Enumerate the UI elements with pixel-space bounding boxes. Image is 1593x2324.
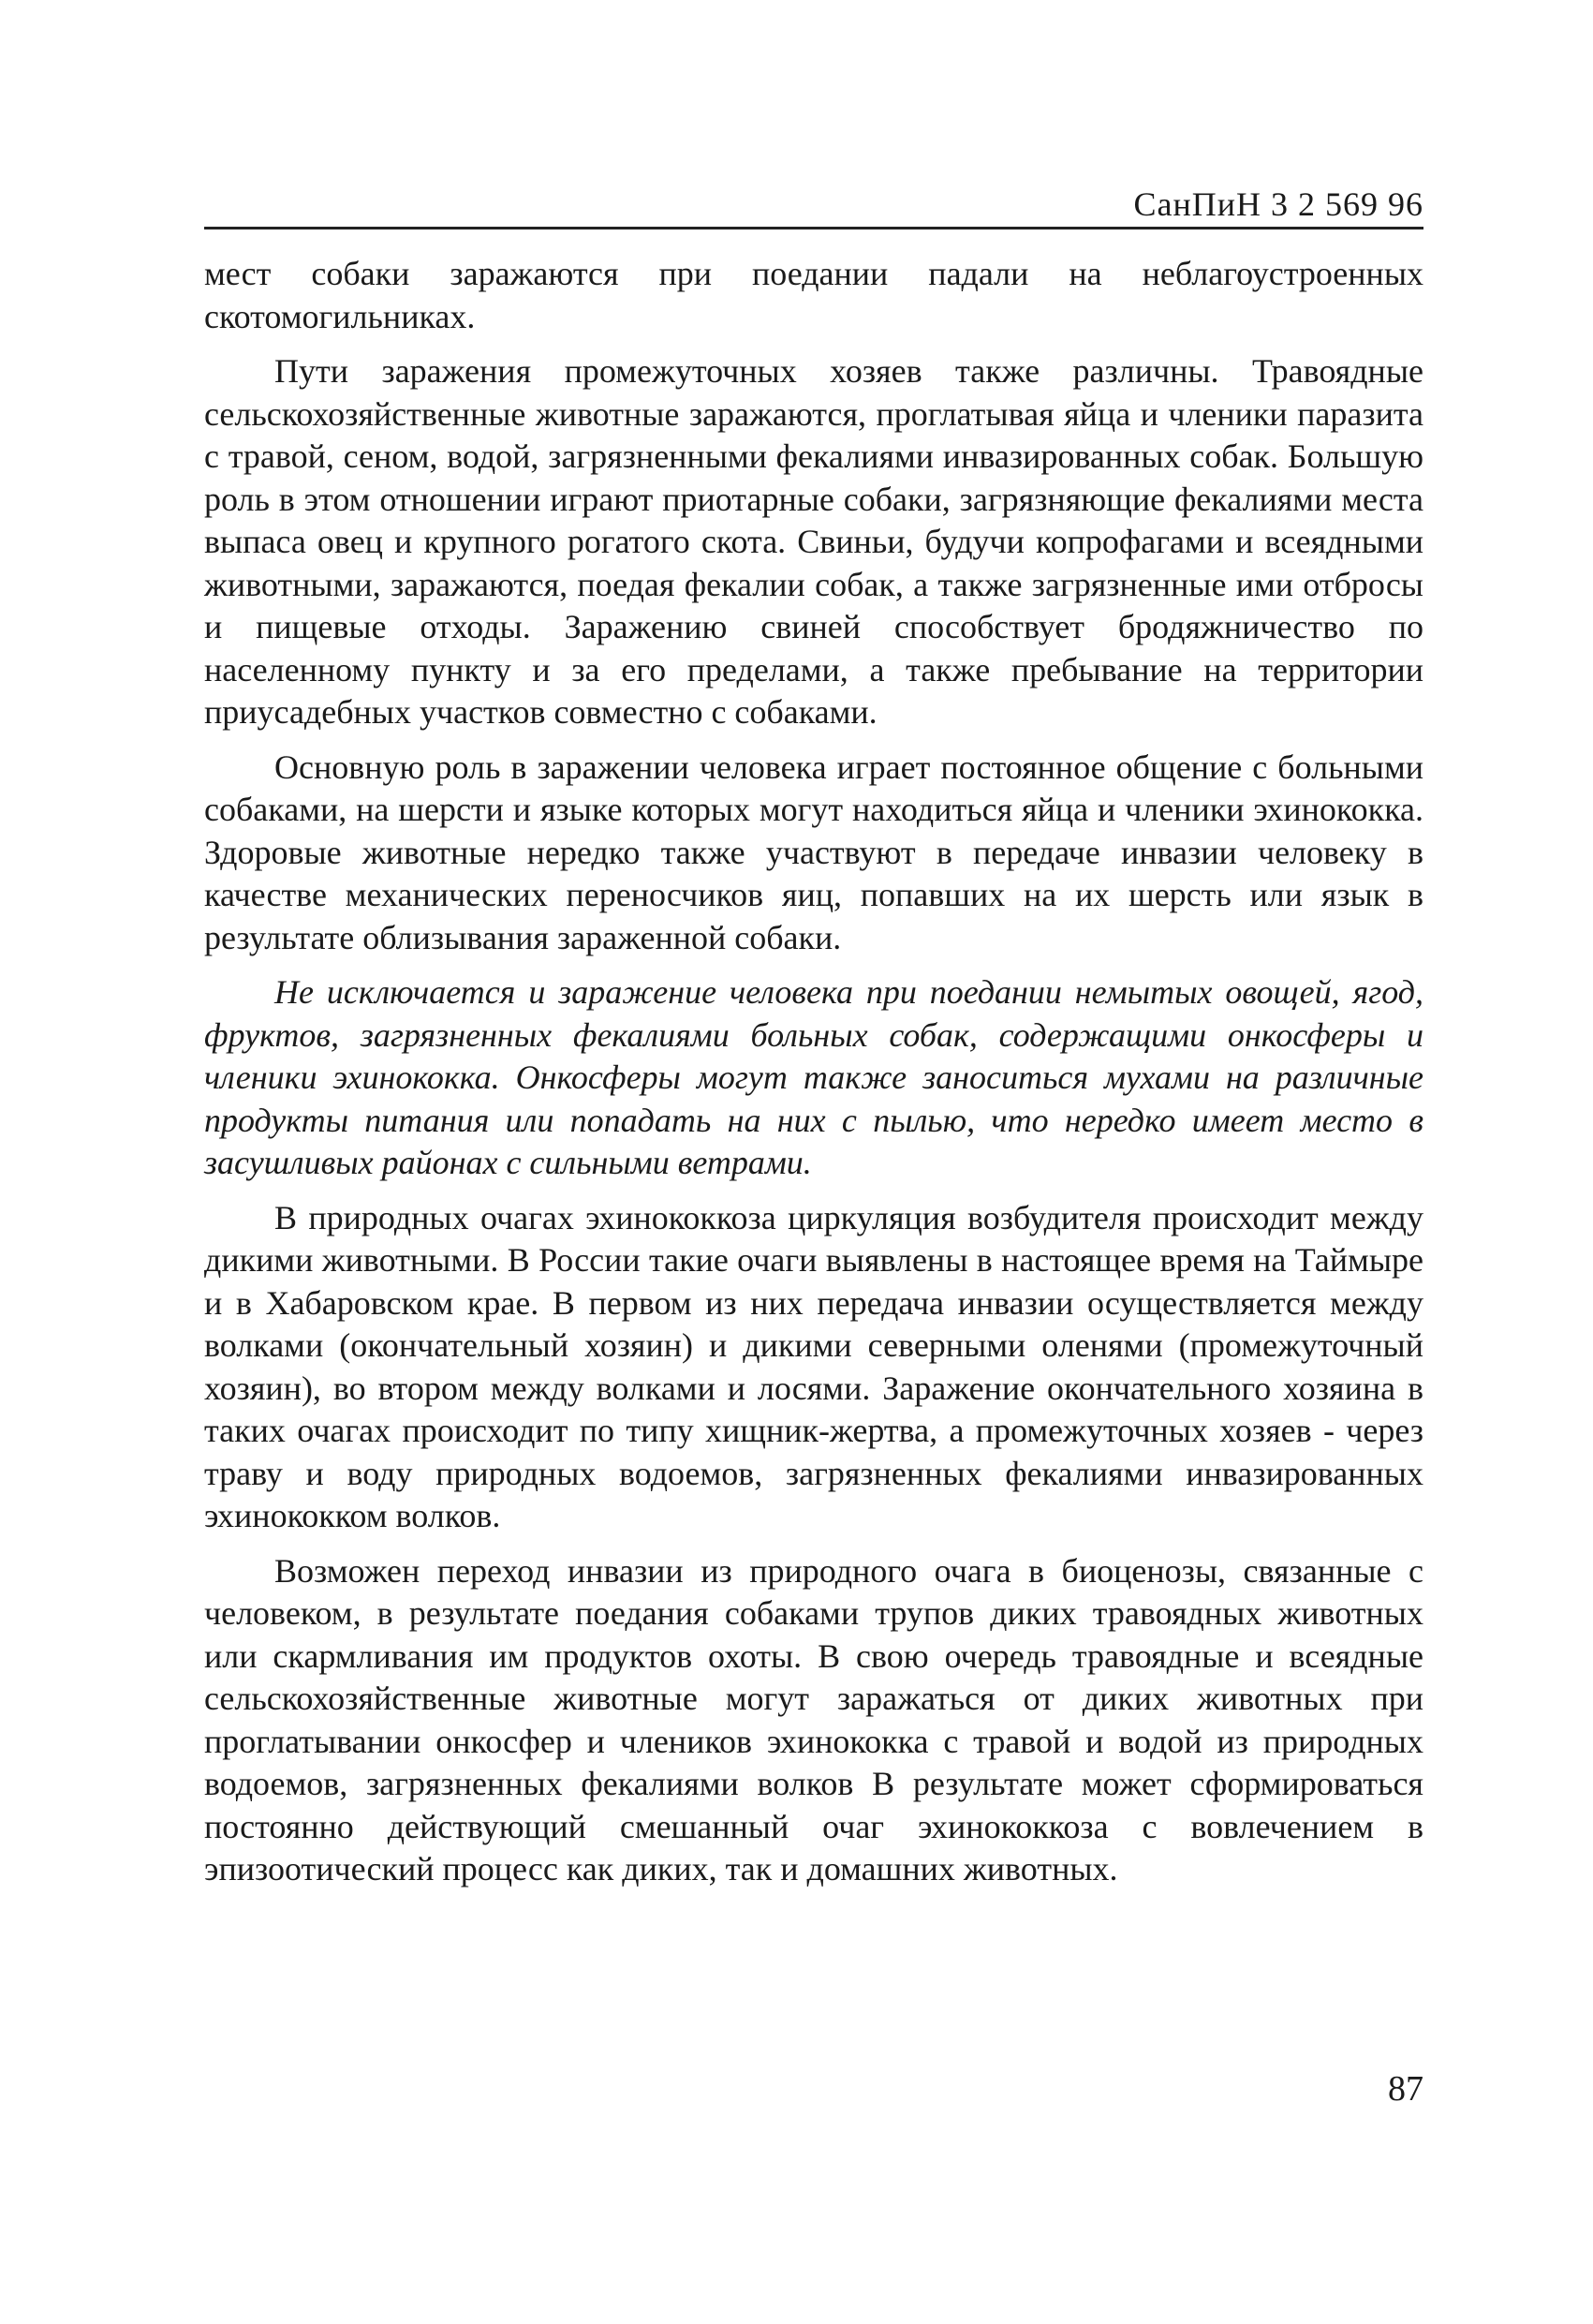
header-rule [204,227,1423,229]
running-title: СанПиН 3 2 569 96 [1133,185,1423,223]
page-header [204,184,1423,232]
paragraph-intermediate-hosts: Пути заражения промежуточных хозяев также различны. Травоядные сельскохозяйственные животные заражаются, проглатывая яйца и членики паразита с травой, сеном, водой, загрязненными фекалиями инвазированных собак. Большую роль в этом отношении играют приотарные собаки, загрязняющие фекалиями места выпаса овец и крупного рогатого скота. Свиньи, будучи копрофагами и всеядными животными, заражаются, поедая фекалии собак, а также загрязненные ими отбросы и пищевые отходы. Заражению свиней способствует бродяжничество по населенному пункту и за его пределами, а также пребывание на территории приусадебных участков совместно с собаками. [204,352,1423,731]
paragraph-food-infection: Не исключается и заражение человека при поедании немытых овощей, ягод, фруктов, загрязненных фекалиями больных собак, содержащими онкосферы и членики эхинококка. Онкосферы могут также заноситься мухами на различные продукты питания или попадать на них с пылью, что нередко имеет место в засушливых районах с сильными ветрами. [204,973,1423,1181]
paragraph-natural-foci: В природных очагах эхинококкоза циркуляция возбудителя происходит между дикими животными. В России такие очаги выявлены в настоящее время на Таймыре и в Хабаровском крае. В первом из них передача инвазии осуществляется между волками (окончательный хозяин) и дикими северными оленями (промежуточный хозяин), во втором между волками и лосями. Заражение окончательного хозяина в таких очагах происходит по типу хищник-жертва, а промежуточных хозяев - через траву и воду природных водоемов, загрязненных фекалиями инвазированных эхинококком волков. [204,1198,1423,1534]
page-number: 87 [1388,2069,1423,2109]
paragraph-mixed-focus: Возможен переход инвазии из природного очага в биоценозы, связанные с человеком, в результате поедания собаками трупов диких травоядных животных или скармливания им продуктов охоты. В свою очередь травоядные и всеядные сельскохозяйственные животные могут заражаться от диких животных при проглатывании онкосфер и члеников эхинококка с травой и водой из природных водоемов, загрязненных фекалиями волков В результате может сформироваться постоянно действующий смешанный очаг эхинококкоза с вовлечением в эпизоотический процесс как диких, так и домашних животных. [204,1551,1423,1887]
body-text [204,253,1423,1903]
paragraph-continuation: мест собаки заражаются при поедании падали на неблагоустроенных скотомогильниках. [204,255,1423,335]
paragraph-human-infection: Основную роль в заражении человека играет постоянное общение с больными собаками, на шерсти и языке которых могут находиться яйца и членики эхинококка. Здоровые животные нередко также участвуют в передаче инвазии человеку в качестве механических переносчиков яиц, попавших на их шерсть или язык в результате облизывания зараженной собаки. [204,748,1423,956]
